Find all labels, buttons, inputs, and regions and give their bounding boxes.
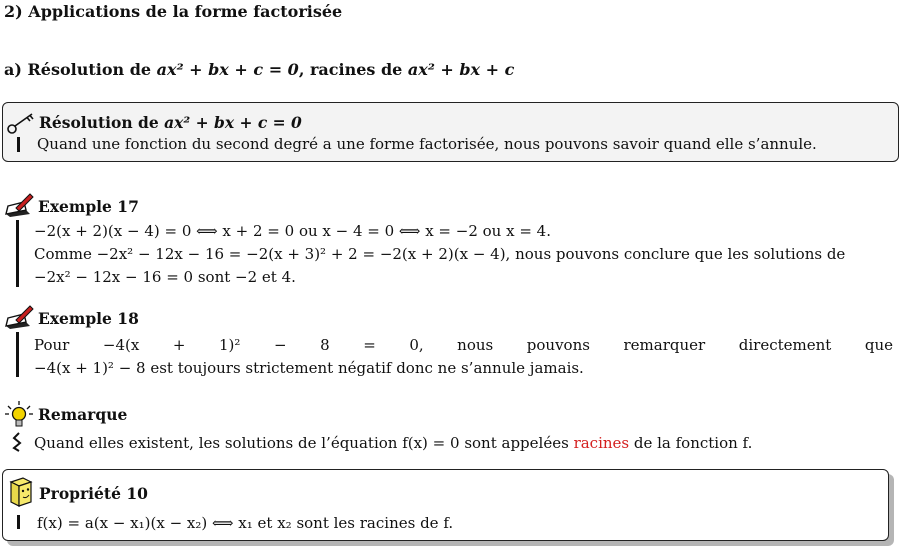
method-text: Quand une fonction du second degré a une forme factorisée, nous pouvons savoir quand elle s’annule.: [37, 135, 817, 153]
example-17-title: Exemple 17: [38, 197, 139, 216]
pencil-book-icon: [4, 192, 34, 218]
subsection-prefix: a) Résolution de: [4, 60, 157, 79]
example-18-line-1: Pour −4(x + 1)² − 8 = 0, nous pouvons remarquer directement que: [34, 336, 893, 354]
example-18-bar: [16, 332, 19, 377]
example-17-line-2: Comme −2x² − 12x − 16 = −2(x + 3)² + 2 = −2(x + 2)(x − 4), nous pouvons conclure que les solutions de: [34, 245, 846, 263]
property-box: [2, 469, 889, 541]
example-17-line-3: −2x² − 12x − 16 = 0 sont −2 et 4.: [34, 268, 296, 286]
example-17-bar: [16, 220, 19, 287]
subsection-title: [4, 60, 514, 79]
method-title-eq: ax² + bx + c = 0: [164, 113, 302, 132]
subsection-mid: , racines de: [298, 60, 408, 79]
key-icon: [6, 111, 36, 135]
method-title: [39, 113, 302, 132]
property-bar: [17, 515, 20, 529]
method-bar: [17, 137, 20, 152]
method-box: [2, 102, 899, 162]
remark-text-after: de la fonction f.: [629, 434, 753, 452]
pencil-book-icon: [4, 304, 34, 330]
section-title: 2) Applications de la forme factorisée: [4, 2, 343, 21]
remark-highlight: racines: [573, 434, 630, 452]
example-18-title: Exemple 18: [38, 309, 139, 328]
property-title: Propriété 10: [39, 484, 148, 503]
remark-text: [34, 434, 752, 452]
remark-text-before: Quand elles existent, les solutions de l’équation f(x) = 0 sont appelées: [34, 434, 574, 452]
property-text: f(x) = a(x − x₁)(x − x₂) ⟺ x₁ et x₂ sont les racines de f.: [37, 514, 454, 532]
zigzag-bar-icon: [11, 432, 23, 452]
method-title-prefix: Résolution de: [39, 113, 165, 132]
subsection-eq1: ax² + bx + c = 0: [156, 60, 299, 79]
example-17-line-1: −2(x + 2)(x − 4) = 0 ⟺ x + 2 = 0 ou x − 4 = 0 ⟺ x = −2 ou x = 4.: [34, 222, 551, 240]
lightbulb-icon: [4, 401, 34, 429]
remark-title: Remarque: [38, 405, 128, 424]
subsection-eq2: ax² + bx + c: [407, 60, 515, 79]
example-18-line-2: −4(x + 1)² − 8 est toujours strictement négatif donc ne s’annule jamais.: [34, 359, 584, 377]
book-icon: [8, 476, 34, 508]
